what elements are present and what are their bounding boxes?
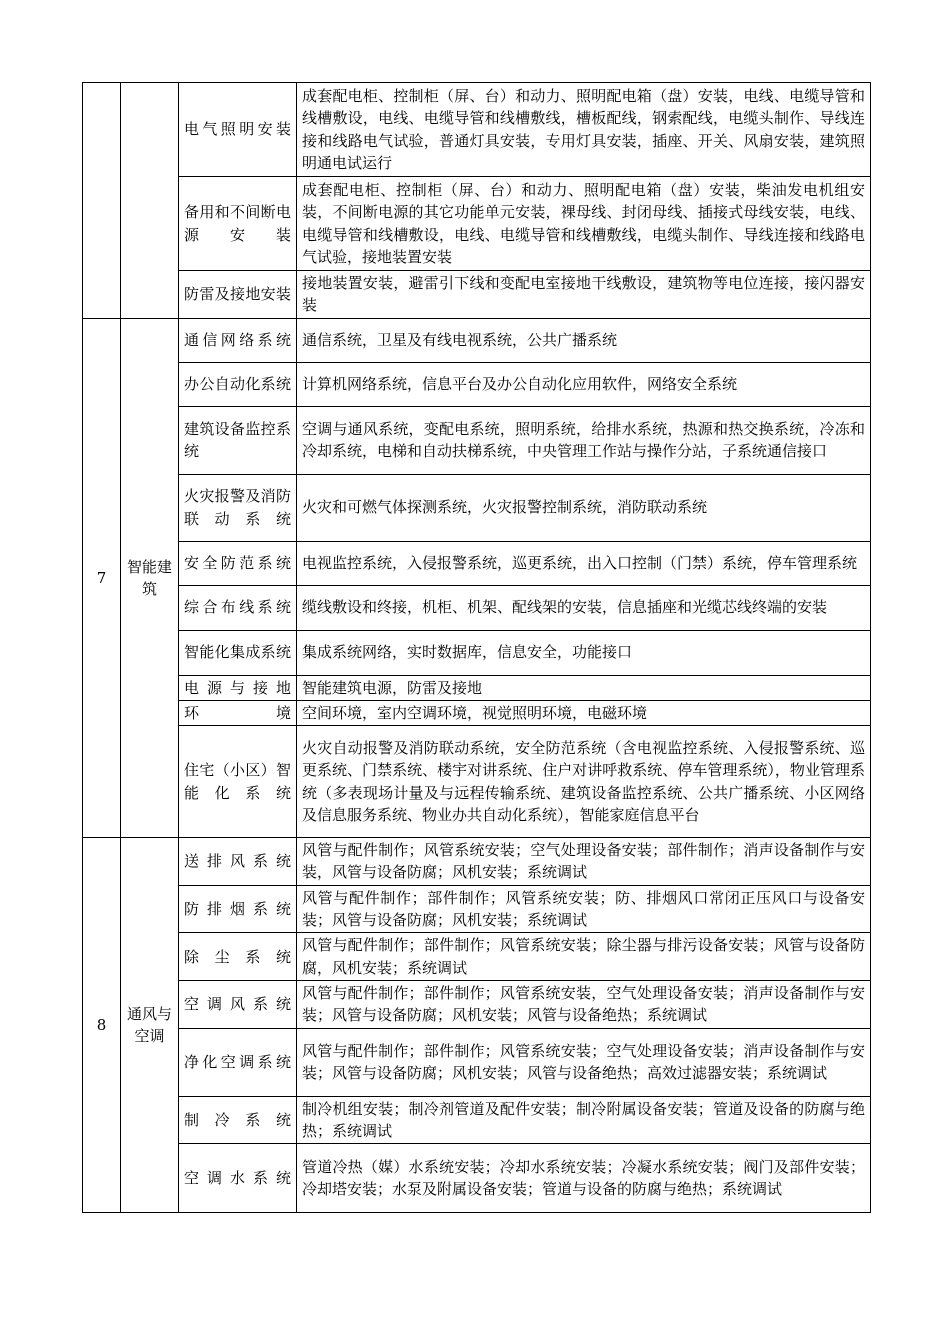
subitem-list: 管道冷热（媒）水系统安装；冷却水系统安装；冷凝水系统安装；阀门及部件安装；冷却塔安装；水泵及附属设备安装；管道与设备的防腐与绝热；系统调试 bbox=[297, 1144, 871, 1213]
subitem-list: 缆线敷设和终接，机柜、机架、配线架的安装，信息插座和光缆芯线终端的安装 bbox=[297, 585, 871, 630]
table-row bbox=[83, 980, 871, 1028]
subitem-list: 通信系统，卫星及有线电视系统，公共广播系统 bbox=[297, 318, 871, 362]
work-division-table bbox=[82, 82, 871, 1213]
division-number bbox=[83, 83, 121, 319]
subitem-list: 成套配电柜、控制柜（屏、台）和动力、照明配电箱（盘）安装，柴油发电机组安装，不间断电源的其它功能单元安装，裸母线、封闭母线、插接式母线安装，电线、电缆导管和线槽敷设，电线、电缆导管和线槽敷线，电缆头制作、导线连接和线路电气试验，接地装置安装 bbox=[297, 177, 871, 271]
table-row bbox=[83, 675, 871, 700]
table-row bbox=[83, 1028, 871, 1096]
subdivision-name: 防雷及接地安装 bbox=[179, 271, 297, 319]
subdivision-name: 通信网络系统 bbox=[179, 318, 297, 362]
subitem-list: 风管与配件制作；部件制作；风管系统安装；防、排烟风口常闭正压风口与设备安装；风管与设备防腐；风机安装；系统调试 bbox=[297, 885, 871, 933]
table-row bbox=[83, 318, 871, 362]
subitem-list: 空间环境，室内空调环境，视觉照明环境，电磁环境 bbox=[297, 700, 871, 725]
subitem-list: 火灾和可燃气体探测系统，火灾报警控制系统，消防联动系统 bbox=[297, 474, 871, 541]
division-name: 通风与空调 bbox=[121, 838, 179, 1213]
table-row bbox=[83, 177, 871, 271]
subdivision-name: 办公自动化系统 bbox=[179, 362, 297, 406]
table-row bbox=[83, 271, 871, 319]
subitem-list: 风管与配件制作；部件制作；风管系统安装，空气处理设备安装；消声设备制作与安装；风管与设备防腐；风机安装；风管与设备绝热；系统调试 bbox=[297, 980, 871, 1028]
subdivision-name: 除尘系统 bbox=[179, 933, 297, 981]
division-number: 7 bbox=[83, 318, 121, 838]
subitem-list: 集成系统网络，实时数据库，信息安全，功能接口 bbox=[297, 630, 871, 675]
subitem-list: 智能建筑电源，防雷及接地 bbox=[297, 675, 871, 700]
subdivision-name: 建筑设备监控系统 bbox=[179, 406, 297, 474]
table-row bbox=[83, 83, 871, 177]
subitem-list: 电视监控系统，入侵报警系统，巡更系统，出入口控制（门禁）系统，停车管理系统 bbox=[297, 541, 871, 585]
table-row bbox=[83, 700, 871, 725]
subitem-list: 风管与配件制作；部件制作；风管系统安装；空气处理设备安装；消声设备制作与安装；风管与设备防腐；风机安装；风管与设备绝热；高效过滤器安装；系统调试 bbox=[297, 1028, 871, 1096]
subdivision-name: 智能化集成系统 bbox=[179, 630, 297, 675]
subdivision-name: 空调水系统 bbox=[179, 1144, 297, 1213]
table-row bbox=[83, 630, 871, 675]
subdivision-name: 净化空调系统 bbox=[179, 1028, 297, 1096]
division-name: 智能建筑 bbox=[121, 318, 179, 838]
subdivision-name: 火灾报警及消防联动系统 bbox=[179, 474, 297, 541]
subdivision-name: 防排烟系统 bbox=[179, 885, 297, 933]
table-row bbox=[83, 585, 871, 630]
table-row bbox=[83, 474, 871, 541]
subdivision-name: 空调风系统 bbox=[179, 980, 297, 1028]
table-row bbox=[83, 406, 871, 474]
subitem-list: 火灾自动报警及消防联动系统，安全防范系统（含电视监控系统、入侵报警系统、巡更系统、门禁系统、楼宇对讲系统、住户对讲呼救系统、停车管理系统），物业管理系统（多表现场计量及与远程传输系统、建筑设备监控系统、公共广播系统、小区网络及信息服务系统、物业办共自动化系统），智能家庭信息平台 bbox=[297, 726, 871, 838]
subitem-list: 成套配电柜、控制柜（屏、台）和动力、照明配电箱（盘）安装，电线、电缆导管和线槽敷设，电线、电缆导管和线槽敷线，槽板配线，钢索配线，电缆头制作、导线连接和线路电气试验，普通灯具安装，专用灯具安装，插座、开关、风扇安装，建筑照明通电试运行 bbox=[297, 83, 871, 177]
subitem-list: 风管与配件制作；风管系统安装；空气处理设备安装；部件制作；消声设备制作与安装，风管与设备防腐；风机安装；系统调试 bbox=[297, 838, 871, 886]
division-number: 8 bbox=[83, 838, 121, 1213]
subdivision-name: 制冷系统 bbox=[179, 1096, 297, 1144]
table-row bbox=[83, 541, 871, 585]
table-row bbox=[83, 726, 871, 838]
table-row bbox=[83, 885, 871, 933]
table-row bbox=[83, 362, 871, 406]
subdivision-name: 安全防范系统 bbox=[179, 541, 297, 585]
subdivision-name: 住宅（小区）智能化系统 bbox=[179, 726, 297, 838]
subitem-list: 制冷机组安装；制冷剂管道及配件安装；制冷附属设备安装；管道及设备的防腐与绝热；系统调试 bbox=[297, 1096, 871, 1144]
table-row bbox=[83, 1096, 871, 1144]
subitem-list: 空调与通风系统，变配电系统，照明系统，给排水系统，热源和热交换系统，冷冻和冷却系统，电梯和自动扶梯系统，中央管理工作站与操作分站，子系统通信接口 bbox=[297, 406, 871, 474]
table-row bbox=[83, 1144, 871, 1213]
division-name bbox=[121, 83, 179, 319]
subdivision-name: 综合布线系统 bbox=[179, 585, 297, 630]
subdivision-name: 电源与接地 bbox=[179, 675, 297, 700]
subdivision-name: 环境 bbox=[179, 700, 297, 725]
subdivision-name: 电气照明安装 bbox=[179, 83, 297, 177]
table-body bbox=[83, 83, 871, 1213]
table-row bbox=[83, 838, 871, 886]
subitem-list: 接地装置安装，避雷引下线和变配电室接地干线敷设，建筑物等电位连接，接闪器安装 bbox=[297, 271, 871, 319]
subdivision-name: 送排风系统 bbox=[179, 838, 297, 886]
table-row bbox=[83, 933, 871, 981]
subitem-list: 风管与配件制作；部件制作；风管系统安装；除尘器与排污设备安装；风管与设备防腐，风机安装；系统调试 bbox=[297, 933, 871, 981]
subdivision-name: 备用和不间断电源安装 bbox=[179, 177, 297, 271]
subitem-list: 计算机网络系统，信息平台及办公自动化应用软件，网络安全系统 bbox=[297, 362, 871, 406]
